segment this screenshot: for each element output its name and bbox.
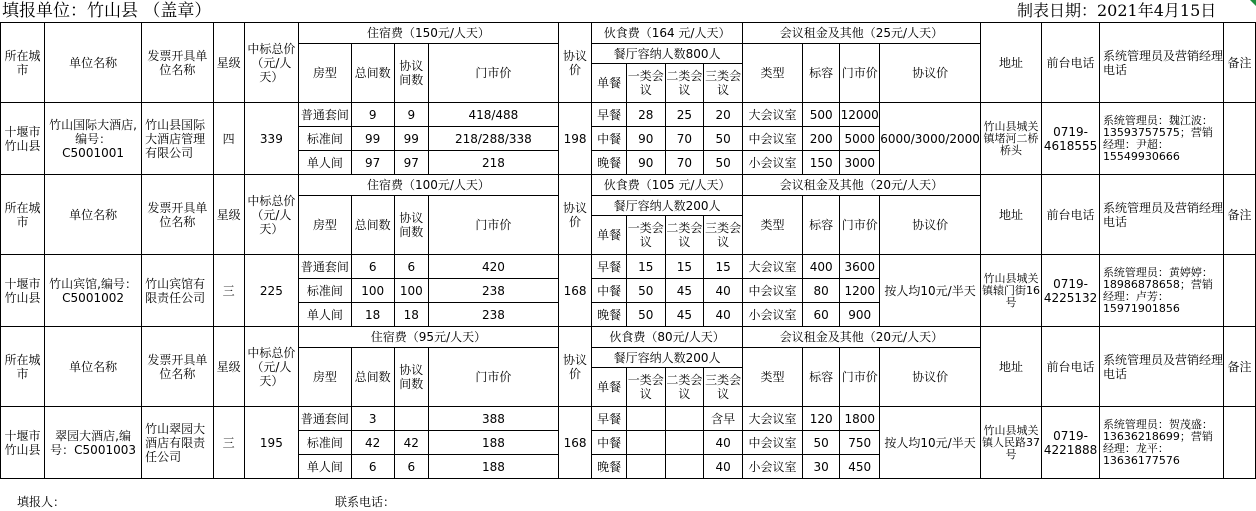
hotel-front-desk-phone: 0719-4221888 <box>1042 407 1100 479</box>
header-total-rooms: 总间数 <box>351 196 394 255</box>
header-invoice-unit: 发票开具单位名称 <box>142 23 214 103</box>
header-single-meal: 单餐 <box>592 216 627 255</box>
header-star-level: 星级 <box>213 327 244 407</box>
meal-class2-price: 70 <box>665 151 704 175</box>
room-agreement-price: 198 <box>558 103 591 175</box>
meal-name: 中餐 <box>592 127 627 151</box>
header-star-level: 星级 <box>213 23 244 103</box>
header-agreement-rooms: 协议间数 <box>394 196 428 255</box>
meal-class3-price: 40 <box>704 431 743 455</box>
meeting-room-capacity: 200 <box>803 127 840 151</box>
meal-class2-price: 45 <box>665 279 704 303</box>
meal-class2-price: 45 <box>665 303 704 327</box>
header-front-desk-phone: 前台电话 <box>1042 23 1100 103</box>
header-invoice-unit: 发票开具单位名称 <box>142 327 214 407</box>
hotel-address: 竹山县城关镇人民路37号 <box>980 407 1041 479</box>
room-type: 标准间 <box>299 279 352 303</box>
header-unit-name: 单位名称 <box>45 327 142 407</box>
food-fee-header: 伙食费（80元/人天） <box>592 327 743 348</box>
room-total-count: 97 <box>351 151 394 175</box>
meeting-room-type: 中会议室 <box>742 127 802 151</box>
room-door-price: 188 <box>428 431 558 455</box>
header-class1-meeting: 一类会议 <box>626 64 665 103</box>
meal-class1-price: 50 <box>626 279 665 303</box>
meal-class1-price <box>626 455 665 479</box>
hotel-invoice-unit: 竹山宾馆有限责任公司 <box>142 255 214 327</box>
hotel-invoice-unit: 竹山县国际大酒店管理有限公司 <box>142 103 214 175</box>
header-meeting-room-type: 类型 <box>742 348 802 407</box>
meal-class1-price <box>626 407 665 431</box>
header-manager-phone: 系统管理员及营销经理电话 <box>1099 23 1223 103</box>
meeting-room-door-price: 12000 <box>840 103 880 127</box>
meeting-agreement-price: 按人均10元/半天 <box>880 255 981 327</box>
room-total-count: 99 <box>351 127 394 151</box>
hotel-star-level: 三 <box>213 255 244 327</box>
header-meeting-room-type: 类型 <box>742 44 802 103</box>
meeting-room-type: 中会议室 <box>742 279 802 303</box>
header-class2-meeting: 二类会议 <box>665 64 704 103</box>
header-unit-name: 单位名称 <box>45 175 142 255</box>
room-total-count: 6 <box>351 455 394 479</box>
header-front-desk-phone: 前台电话 <box>1042 175 1100 255</box>
meeting-fee-header: 会议租金及其他（20元/人天） <box>742 175 980 196</box>
meeting-fee-header: 会议租金及其他（25元/人天） <box>742 23 980 44</box>
meeting-agreement-price: 按人均10元/半天 <box>880 407 981 479</box>
header-manager-phone: 系统管理员及营销经理电话 <box>1099 175 1223 255</box>
header-address: 地址 <box>980 175 1041 255</box>
room-door-price: 188 <box>428 455 558 479</box>
meal-name: 早餐 <box>592 255 627 279</box>
header-meeting-agreement-price: 协议价 <box>880 44 981 103</box>
header-class1-meeting: 一类会议 <box>626 216 665 255</box>
header-city: 所在城市 <box>1 23 45 103</box>
meeting-room-type: 小会议室 <box>742 303 802 327</box>
meal-name: 早餐 <box>592 407 627 431</box>
header-meeting-door-price: 门市价 <box>840 348 880 407</box>
room-type: 单人间 <box>299 303 352 327</box>
header-standard-capacity: 标容 <box>803 196 840 255</box>
header-single-meal: 单餐 <box>592 64 627 103</box>
hotel-address: 竹山县城关镇辕门街16号 <box>980 255 1041 327</box>
room-door-price: 420 <box>428 255 558 279</box>
header-standard-capacity: 标容 <box>803 44 840 103</box>
meal-class2-price: 25 <box>665 103 704 127</box>
header-meeting-agreement-price: 协议价 <box>880 348 981 407</box>
header-room-type: 房型 <box>299 44 352 103</box>
header-door-price: 门市价 <box>428 44 558 103</box>
meal-name: 中餐 <box>592 431 627 455</box>
meal-class3-price: 40 <box>704 303 743 327</box>
header-unit-name: 单位名称 <box>45 23 142 103</box>
room-door-price: 238 <box>428 279 558 303</box>
header-class2-meeting: 二类会议 <box>665 368 704 407</box>
meal-class3-price: 40 <box>704 455 743 479</box>
meal-class2-price <box>665 455 704 479</box>
meal-class2-price: 15 <box>665 255 704 279</box>
room-agreement-count: 97 <box>394 151 428 175</box>
hotel-unit-name: 翠园大酒店,编号：C5001003 <box>45 407 142 479</box>
header-meeting-agreement-price: 协议价 <box>880 196 981 255</box>
header-agreement-price: 协议价 <box>558 23 591 103</box>
header-total-price: 中标总价（元/人天） <box>244 175 298 255</box>
header-meeting-door-price: 门市价 <box>840 44 880 103</box>
meeting-room-door-price: 1800 <box>840 407 880 431</box>
room-total-count: 42 <box>351 431 394 455</box>
header-single-meal: 单餐 <box>592 368 627 407</box>
header-total-price: 中标总价（元/人天） <box>244 23 298 103</box>
header-meeting-door-price: 门市价 <box>840 196 880 255</box>
meal-class1-price: 28 <box>626 103 665 127</box>
room-agreement-count: 18 <box>394 303 428 327</box>
room-type: 单人间 <box>299 455 352 479</box>
room-type: 单人间 <box>299 151 352 175</box>
meeting-room-door-price: 900 <box>840 303 880 327</box>
header-star-level: 星级 <box>213 175 244 255</box>
header-class1-meeting: 一类会议 <box>626 368 665 407</box>
meeting-fee-header: 会议租金及其他（20元/人天） <box>742 327 980 348</box>
meeting-room-door-price: 5000 <box>840 127 880 151</box>
room-agreement-price: 168 <box>558 255 591 327</box>
room-door-price: 418/488 <box>428 103 558 127</box>
header-total-price: 中标总价（元/人天） <box>244 327 298 407</box>
room-agreement-count: 6 <box>394 455 428 479</box>
header-class3-meeting: 三类会议 <box>704 216 743 255</box>
hotel-invoice-unit: 竹山翠园大酒店有限责任公司 <box>142 407 214 479</box>
header-class3-meeting: 三类会议 <box>704 368 743 407</box>
header-total-rooms: 总间数 <box>351 44 394 103</box>
sheet-footer <box>0 489 1256 511</box>
header-address: 地址 <box>980 23 1041 103</box>
header-address: 地址 <box>980 327 1041 407</box>
header-room-type: 房型 <box>299 348 352 407</box>
meeting-room-type: 大会议室 <box>742 103 802 127</box>
header-remark: 备注 <box>1224 175 1256 255</box>
room-type: 标准间 <box>299 431 352 455</box>
hotel-manager-contacts: 系统管理员：黄婷婷：18986878658；营销经理：卢芳：15971901856 <box>1099 255 1223 327</box>
header-class3-meeting: 三类会议 <box>704 64 743 103</box>
room-door-price: 218 <box>428 151 558 175</box>
hotel-address: 竹山县城关镇堵河二桥桥头 <box>980 103 1041 175</box>
room-door-price: 218/288/338 <box>428 127 558 151</box>
meeting-room-type: 大会议室 <box>742 407 802 431</box>
room-total-count: 9 <box>351 103 394 127</box>
meal-class3-price: 50 <box>704 151 743 175</box>
meeting-room-capacity: 30 <box>803 455 840 479</box>
hotel-remark <box>1224 255 1256 327</box>
room-type: 普通套间 <box>299 407 352 431</box>
room-agreement-price: 168 <box>558 407 591 479</box>
filler-label: 填报人： <box>17 495 66 509</box>
header-room-type: 房型 <box>299 196 352 255</box>
room-agreement-count: 6 <box>394 255 428 279</box>
hotel-remark <box>1224 407 1256 479</box>
meeting-room-capacity: 80 <box>803 279 840 303</box>
room-agreement-count <box>394 407 428 431</box>
header-class2-meeting: 二类会议 <box>665 216 704 255</box>
room-agreement-count: 100 <box>394 279 428 303</box>
restaurant-capacity: 餐厅容纳人数200人 <box>592 348 743 368</box>
meal-name: 晚餐 <box>592 151 627 175</box>
room-total-count: 100 <box>351 279 394 303</box>
room-door-price: 388 <box>428 407 558 431</box>
hotel-unit-name: 竹山宾馆,编号：C5001002 <box>45 255 142 327</box>
hotel-total-price: 195 <box>244 407 298 479</box>
meeting-room-door-price: 3600 <box>840 255 880 279</box>
hotel-total-price: 339 <box>244 103 298 175</box>
header-door-price: 门市价 <box>428 196 558 255</box>
meeting-room-door-price: 750 <box>840 431 880 455</box>
meal-name: 晚餐 <box>592 455 627 479</box>
header-front-desk-phone: 前台电话 <box>1042 327 1100 407</box>
room-agreement-count: 9 <box>394 103 428 127</box>
hotel-star-level: 四 <box>213 103 244 175</box>
hotel-star-level: 三 <box>213 407 244 479</box>
food-fee-header: 伙食费（105 元/人天） <box>592 175 743 196</box>
meal-class3-price: 含早 <box>704 407 743 431</box>
header-city: 所在城市 <box>1 327 45 407</box>
hotel-remark <box>1224 103 1256 175</box>
meal-class3-price: 40 <box>704 279 743 303</box>
meal-class1-price: 15 <box>626 255 665 279</box>
header-remark: 备注 <box>1224 327 1256 407</box>
room-type: 普通套间 <box>299 103 352 127</box>
room-agreement-count: 42 <box>394 431 428 455</box>
lodging-fee-header: 住宿费（95元/人天） <box>299 327 559 348</box>
meeting-agreement-price: 6000/3000/2000 <box>880 103 981 175</box>
header-agreement-price: 协议价 <box>558 175 591 255</box>
room-total-count: 6 <box>351 255 394 279</box>
room-type: 标准间 <box>299 127 352 151</box>
restaurant-capacity: 餐厅容纳人数800人 <box>592 44 743 64</box>
header-door-price: 门市价 <box>428 348 558 407</box>
hotel-front-desk-phone: 0719-4225132 <box>1042 255 1100 327</box>
header-remark: 备注 <box>1224 23 1256 103</box>
meal-name: 早餐 <box>592 103 627 127</box>
meeting-room-type: 小会议室 <box>742 151 802 175</box>
food-fee-header: 伙食费（164 元/人天） <box>592 23 743 44</box>
meal-class3-price: 20 <box>704 103 743 127</box>
room-total-count: 18 <box>351 303 394 327</box>
meeting-room-door-price: 1200 <box>840 279 880 303</box>
header-agreement-price: 协议价 <box>558 327 591 407</box>
meal-name: 中餐 <box>592 279 627 303</box>
contact-phone-label: 联系电话： <box>335 495 396 509</box>
hotel-city: 十堰市竹山县 <box>1 407 45 479</box>
meeting-room-door-price: 3000 <box>840 151 880 175</box>
meal-class1-price: 50 <box>626 303 665 327</box>
meal-name: 晚餐 <box>592 303 627 327</box>
meeting-room-capacity: 50 <box>803 431 840 455</box>
lodging-fee-header: 住宿费（150元/人天） <box>299 23 559 44</box>
room-type: 普通套间 <box>299 255 352 279</box>
header-invoice-unit: 发票开具单位名称 <box>142 175 214 255</box>
meal-class1-price <box>626 431 665 455</box>
meal-class2-price <box>665 431 704 455</box>
header-standard-capacity: 标容 <box>803 348 840 407</box>
meeting-room-capacity: 60 <box>803 303 840 327</box>
lodging-fee-header: 住宿费（100元/人天） <box>299 175 559 196</box>
meeting-room-capacity: 120 <box>803 407 840 431</box>
reporting-unit: 填报单位：竹山县 （盖章） <box>2 1 212 21</box>
report-date: 制表日期：2021年4月15日 <box>1017 1 1217 20</box>
meal-class1-price: 90 <box>626 127 665 151</box>
header-total-rooms: 总间数 <box>351 348 394 407</box>
meeting-room-door-price: 450 <box>840 455 880 479</box>
meal-class3-price: 50 <box>704 127 743 151</box>
header-city: 所在城市 <box>1 175 45 255</box>
header-agreement-rooms: 协议间数 <box>394 348 428 407</box>
sheet-title-row <box>0 0 1256 22</box>
room-total-count: 3 <box>351 407 394 431</box>
meeting-room-type: 小会议室 <box>742 455 802 479</box>
meeting-room-capacity: 500 <box>803 103 840 127</box>
hotel-unit-name: 竹山国际大酒店,编号：C5001001 <box>45 103 142 175</box>
meeting-room-capacity: 150 <box>803 151 840 175</box>
hotel-price-table <box>0 22 1256 479</box>
hotel-city: 十堰市竹山县 <box>1 103 45 175</box>
meal-class2-price: 70 <box>665 127 704 151</box>
hotel-front-desk-phone: 0719-4618555 <box>1042 103 1100 175</box>
room-door-price: 238 <box>428 303 558 327</box>
header-meeting-room-type: 类型 <box>742 196 802 255</box>
meal-class3-price: 15 <box>704 255 743 279</box>
meal-class2-price <box>665 407 704 431</box>
meeting-room-type: 大会议室 <box>742 255 802 279</box>
meeting-room-type: 中会议室 <box>742 431 802 455</box>
cell-corner-marker <box>1250 0 1256 6</box>
hotel-city: 十堰市竹山县 <box>1 255 45 327</box>
restaurant-capacity: 餐厅容纳人数200人 <box>592 196 743 216</box>
hotel-manager-contacts: 系统管理员：魏江波：13593757575；营销经理：尹超：15549930666 <box>1099 103 1223 175</box>
header-agreement-rooms: 协议间数 <box>394 44 428 103</box>
room-agreement-count: 99 <box>394 127 428 151</box>
meeting-room-capacity: 400 <box>803 255 840 279</box>
header-manager-phone: 系统管理员及营销经理电话 <box>1099 327 1223 407</box>
hotel-manager-contacts: 系统管理员：贺茂盛：13636218699；营销经理：龙平：13636177576 <box>1099 407 1223 479</box>
meal-class1-price: 90 <box>626 151 665 175</box>
hotel-total-price: 225 <box>244 255 298 327</box>
